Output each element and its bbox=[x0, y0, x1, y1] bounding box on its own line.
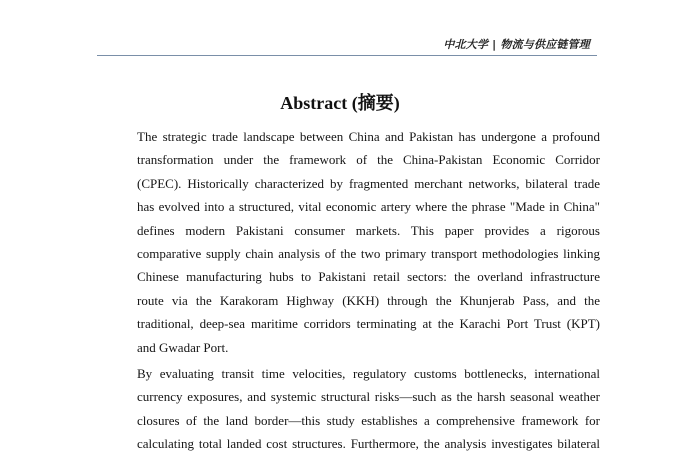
running-header: 中北大学 | 物流与供应链管理 bbox=[443, 38, 590, 51]
text-line: By evaluating transit time velocities, regulatory customs bottlenecks, international bbox=[137, 366, 600, 381]
text-line: traditional, deep-sea maritime corridors terminating at the Karachi Port Trust (KPT) bbox=[137, 316, 600, 332]
abstract-title: Abstract (摘要) bbox=[280, 93, 400, 113]
text-line: and Gwadar Port. bbox=[137, 339, 229, 355]
text-line: route via the Karakoram Highway (KKH) through the Khunjerab Pass, and the bbox=[137, 292, 600, 308]
text-line: calculating total landed cost structures. Furthermore, the analysis investigates bilateral bbox=[137, 436, 600, 452]
text-line: transformation under the framework of the China-Pakistan Economic Corridor bbox=[137, 152, 600, 168]
header-rule bbox=[97, 55, 597, 56]
text-line: defines modern Pakistani consumer markets. This paper provides a rigorous bbox=[137, 222, 600, 238]
text-line: Chinese manufacturing hubs to Pakistani retail sectors: the overland infrastructure bbox=[137, 269, 600, 285]
abstract-paragraph-1 bbox=[137, 125, 600, 359]
text-line: closures of the land border—this study establishes a comprehensive framework for bbox=[137, 412, 600, 428]
text-line: has evolved into a structured, vital economic artery where the phrase "Made in China" bbox=[137, 199, 600, 215]
text-line: comparative supply chain analysis of the two primary transport methodologies linking bbox=[137, 245, 600, 261]
text-line: currency exposures, and systemic structural risks—such as the harsh seasonal weather bbox=[137, 389, 600, 405]
text-line: (CPEC). Historically characterized by fragmented merchant networks, bilateral trade bbox=[137, 175, 600, 191]
text-line: The strategic trade landscape between China and Pakistan has undergone a profound bbox=[137, 129, 600, 144]
abstract-paragraph-2 bbox=[137, 362, 600, 456]
